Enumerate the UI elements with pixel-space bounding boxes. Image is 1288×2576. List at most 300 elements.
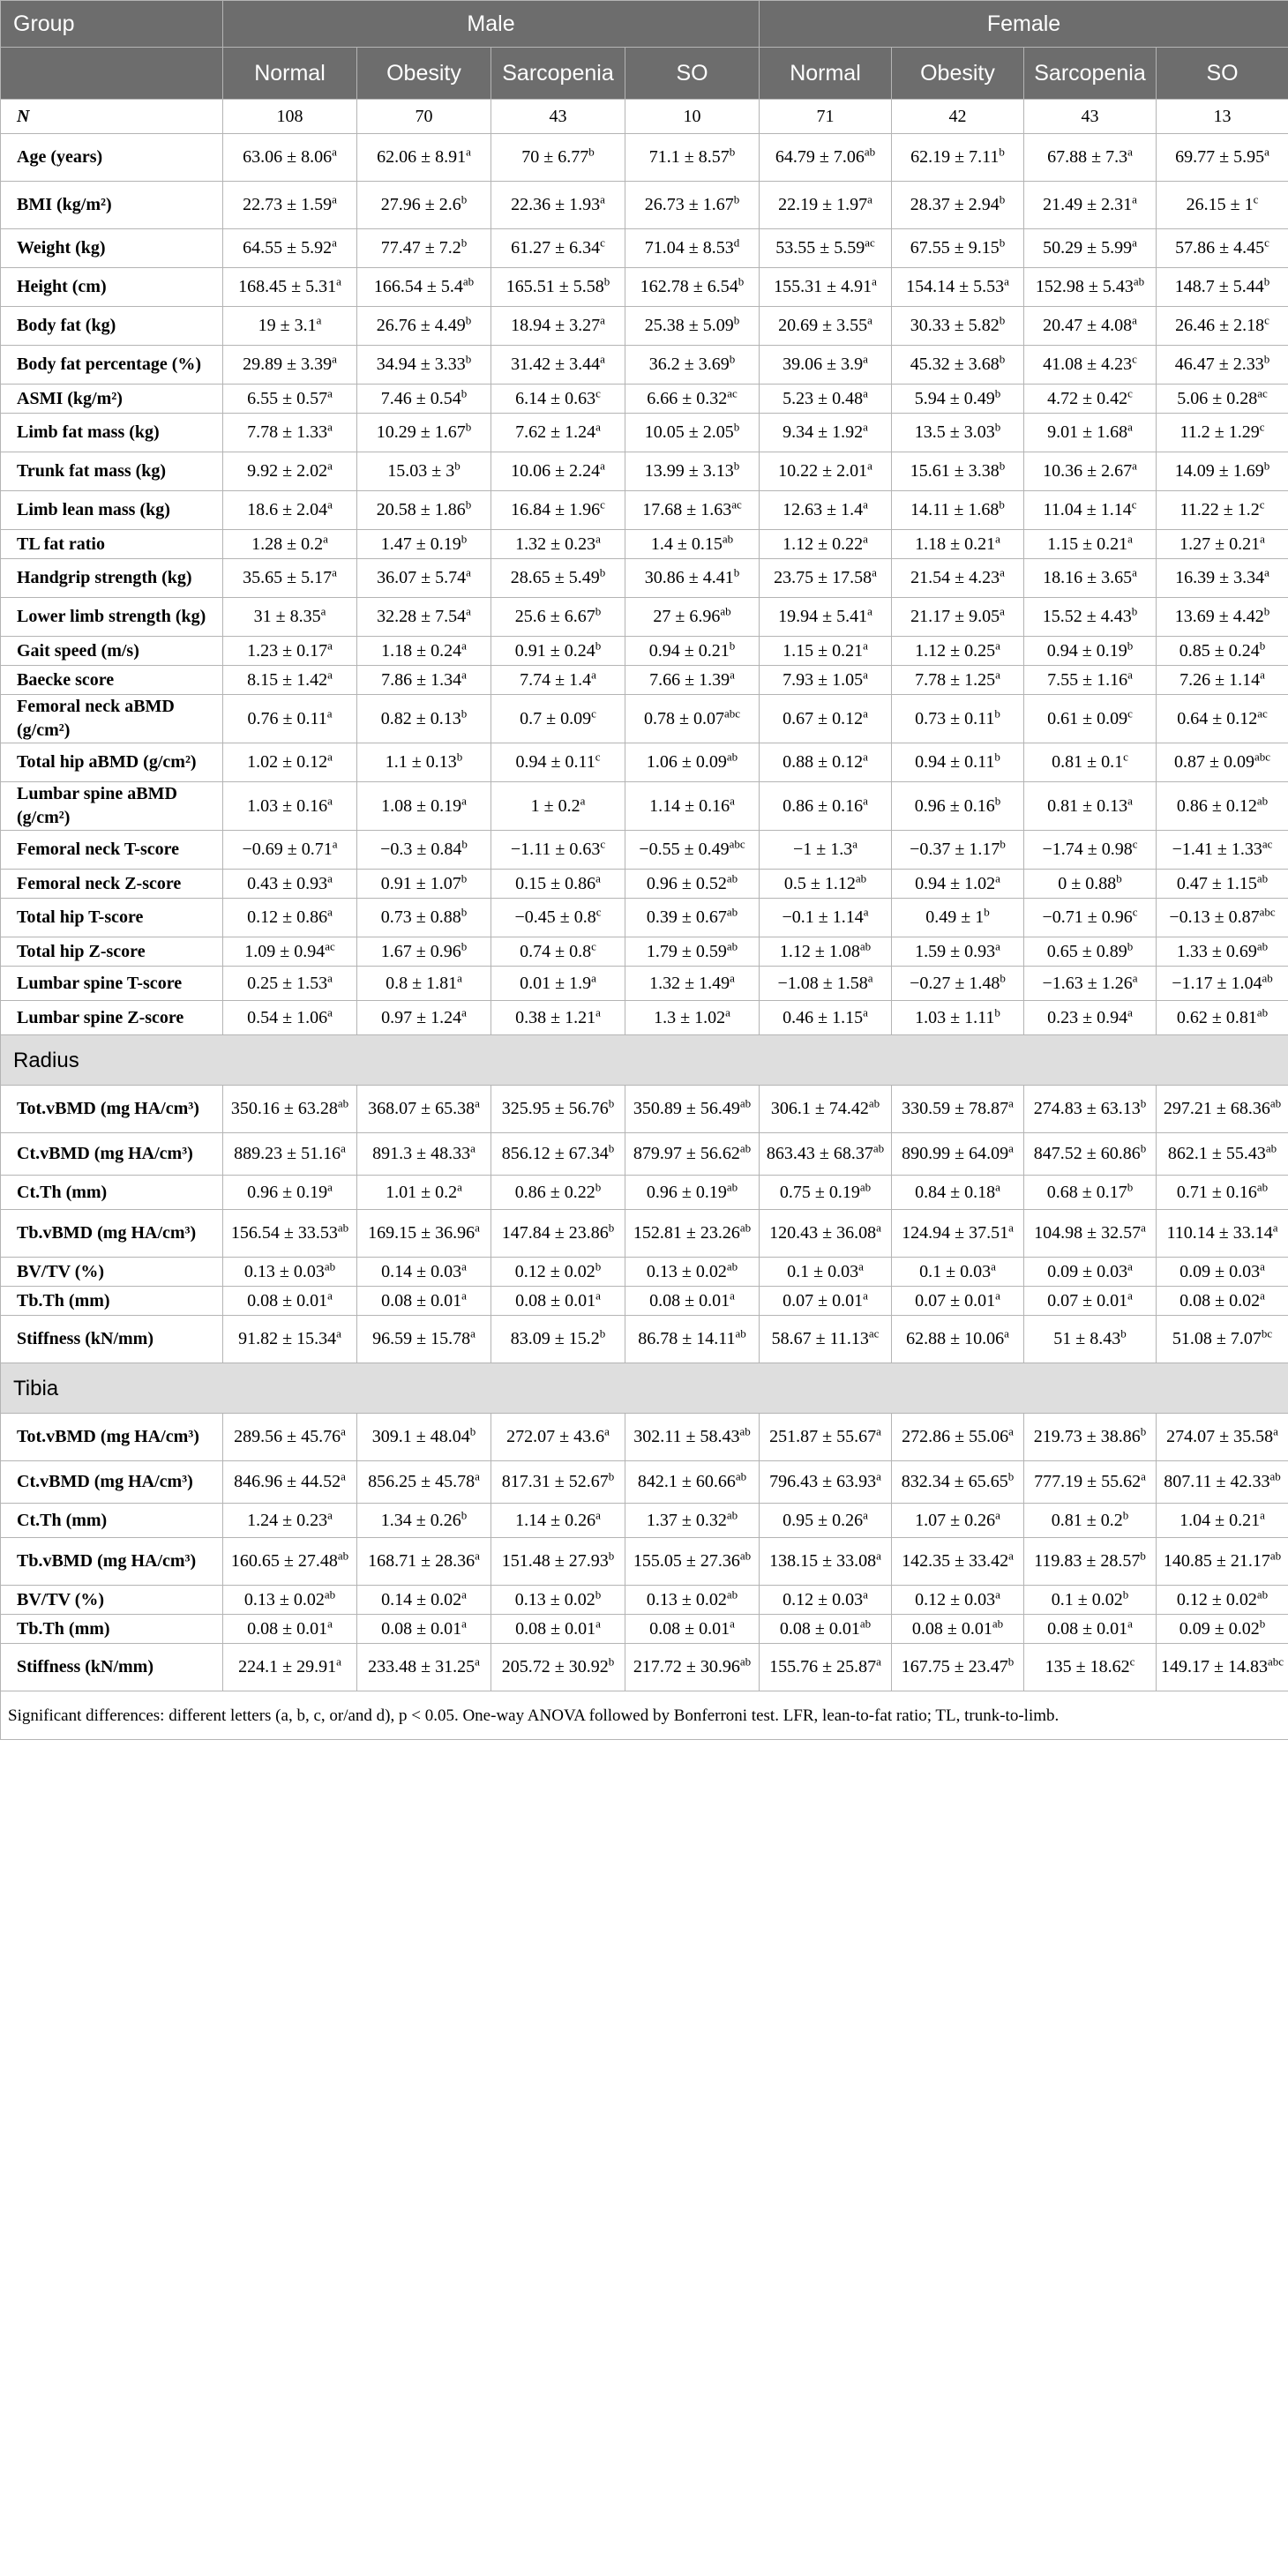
- cell-value: 1.67 ± 0.96: [380, 941, 461, 961]
- significance-letter: b: [1259, 638, 1266, 652]
- cell-value: 0.86 ± 0.12: [1176, 795, 1257, 816]
- table-cell: [1157, 1133, 1288, 1176]
- cell-value: 28.65 ± 5.49: [510, 568, 600, 587]
- table-row: [1, 695, 1288, 743]
- cell-value: 168.45 ± 5.31: [238, 277, 337, 296]
- cell-value: 0.95 ± 0.26: [783, 1510, 864, 1530]
- table-cell: [760, 1504, 892, 1538]
- cell-value: 777.19 ± 55.62: [1034, 1472, 1142, 1491]
- table-cell: [760, 530, 892, 559]
- table-cell: [625, 1287, 760, 1316]
- table-cell: [1157, 229, 1288, 268]
- cell-value: 0.94 ± 1.02: [915, 873, 996, 893]
- significance-letter: a: [466, 565, 471, 579]
- cell-value: 0.1 ± 0.03: [919, 1261, 992, 1281]
- significance-letter: b: [461, 837, 468, 851]
- significance-letter: a: [863, 667, 868, 681]
- table-row: [1, 1316, 1288, 1363]
- significance-letter: a: [1273, 1424, 1278, 1438]
- table-cell: [892, 1644, 1024, 1691]
- significance-letter: ab: [726, 1587, 738, 1601]
- table-cell: [357, 268, 491, 307]
- significance-letter: ab: [1256, 793, 1269, 807]
- table-cell: [892, 967, 1024, 1001]
- significance-letter: a: [1132, 565, 1137, 579]
- significance-letter: a: [327, 1288, 333, 1302]
- cell-value: 10.22 ± 2.01: [778, 461, 868, 481]
- cell-value: 1.32 ± 0.23: [515, 534, 596, 554]
- cell-value: 19 ± 3.1: [258, 316, 317, 335]
- row-label: Height (cm): [1, 268, 223, 307]
- significance-letter: b: [1131, 604, 1138, 618]
- female-header: Female: [760, 1, 1288, 48]
- significance-letter: ac: [727, 385, 738, 399]
- significance-letter: a: [863, 420, 868, 434]
- significance-letter: a: [327, 1507, 333, 1521]
- table-cell: [760, 1001, 892, 1035]
- table-cell: [491, 414, 625, 452]
- table-cell: [1157, 899, 1288, 937]
- cell-value: 156.54 ± 33.53: [230, 1223, 338, 1243]
- table-cell: [1024, 1538, 1157, 1586]
- table-cell: [223, 385, 357, 414]
- cell-value: 10.05 ± 2.05: [644, 422, 734, 442]
- cell-value: 155.76 ± 25.87: [769, 1657, 877, 1676]
- table-row: [1, 1176, 1288, 1210]
- cell-value: 224.1 ± 29.91: [238, 1657, 337, 1676]
- table-cell: [760, 1414, 892, 1461]
- cell-value: 62.88 ± 10.06: [906, 1329, 1005, 1348]
- cell-value: 154.14 ± 5.53: [906, 277, 1005, 296]
- significance-letter: a: [1264, 565, 1269, 579]
- cell-value: 27 ± 6.96: [653, 607, 721, 626]
- significance-letter: b: [1127, 638, 1134, 652]
- cell-value: 142.35 ± 33.42: [902, 1551, 1009, 1571]
- cell-value: 0.82 ± 0.13: [380, 708, 461, 728]
- significance-letter: b: [608, 1469, 615, 1483]
- table-footer: [1, 1691, 1288, 1740]
- cell-value: 29.89 ± 3.39: [243, 355, 333, 374]
- table-cell: [1157, 1176, 1288, 1210]
- significance-letter: b: [994, 1004, 1000, 1019]
- table-cell: [491, 1001, 625, 1035]
- significance-letter: ac: [865, 235, 875, 250]
- significance-letter: b: [595, 1587, 602, 1601]
- cell-value: 0.08 ± 0.01: [649, 1618, 730, 1639]
- significance-letter: b: [461, 706, 468, 720]
- significance-letter: ab: [859, 938, 872, 952]
- table-cell: [1157, 870, 1288, 899]
- significance-letter: b: [733, 420, 740, 434]
- table-cell: [491, 1586, 625, 1615]
- cell-value: 148.7 ± 5.44: [1174, 277, 1264, 296]
- table-row: [1, 1210, 1288, 1258]
- cell-value: −1 ± 1.3: [792, 840, 853, 859]
- table-cell: [223, 1001, 357, 1035]
- significance-letter: a: [1127, 1616, 1133, 1630]
- cell-value: 856.25 ± 45.78: [368, 1472, 476, 1491]
- table-cell: [223, 346, 357, 385]
- significance-letter: ab: [735, 1326, 746, 1340]
- table-cell: [491, 937, 625, 967]
- table-cell: [760, 559, 892, 598]
- cell-value: 155.31 ± 4.91: [774, 277, 872, 296]
- cell-value: 1.34 ± 0.26: [380, 1510, 461, 1530]
- significance-letter: a: [600, 313, 605, 327]
- cell-value: 63.06 ± 8.06: [243, 147, 333, 167]
- table-cell: [223, 1210, 357, 1258]
- table-cell: [357, 559, 491, 598]
- table-cell: [357, 1461, 491, 1504]
- cell-value: 0.94 ± 0.11: [515, 752, 595, 772]
- table-row: [1, 870, 1288, 899]
- significance-letter: b: [729, 638, 736, 652]
- significance-letter: b: [733, 192, 740, 206]
- table-cell: [625, 1001, 760, 1035]
- table-cell: [357, 182, 491, 229]
- table-cell: [1024, 1086, 1157, 1133]
- cell-value: 31 ± 8.35: [253, 607, 321, 626]
- table-cell: [223, 491, 357, 530]
- significance-letter: c: [1132, 905, 1138, 919]
- cell-value: 889.23 ± 51.16: [234, 1144, 341, 1163]
- table-cell: [1024, 1316, 1157, 1363]
- cell-value: 71: [816, 106, 835, 126]
- table-row: [1, 1133, 1288, 1176]
- table-cell: [1024, 1414, 1157, 1461]
- significance-letter: a: [461, 1258, 467, 1273]
- table-cell: [357, 1414, 491, 1461]
- table-cell: [760, 452, 892, 491]
- cell-value: 807.11 ± 42.33: [1164, 1472, 1270, 1491]
- significance-letter: c: [1253, 192, 1259, 206]
- table-cell: [625, 100, 760, 134]
- cell-value: 0.09 ± 0.03: [1179, 1261, 1261, 1281]
- table-cell: [1157, 100, 1288, 134]
- table-cell: [1024, 937, 1157, 967]
- cell-value: 13.99 ± 3.13: [644, 461, 734, 481]
- cell-value: 110.14 ± 33.14: [1166, 1223, 1273, 1243]
- cell-value: 51 ± 8.43: [1053, 1329, 1121, 1348]
- cell-value: 45.32 ± 3.68: [910, 355, 1000, 374]
- table-cell: [760, 1316, 892, 1363]
- row-label: Stiffness (kN/mm): [1, 1644, 223, 1691]
- table-cell: [491, 1461, 625, 1504]
- table-cell: [625, 666, 760, 695]
- table-cell: [1157, 1287, 1288, 1316]
- cell-value: 842.1 ± 60.66: [637, 1472, 736, 1491]
- significance-letter: ab: [722, 531, 734, 545]
- table-cell: [223, 452, 357, 491]
- significance-letter: a: [327, 905, 333, 919]
- cell-value: 1.12 ± 0.22: [783, 534, 864, 554]
- table-cell: [491, 559, 625, 598]
- col-male-sarcopenia: Sarcopenia: [491, 48, 625, 100]
- significance-letter: a: [991, 1258, 996, 1273]
- table-row: [1, 743, 1288, 782]
- cell-value: 7.78 ± 1.33: [247, 422, 328, 442]
- cell-value: 0.68 ± 0.17: [1046, 1182, 1127, 1202]
- cell-value: 272.07 ± 43.6: [506, 1427, 605, 1446]
- significance-letter: a: [475, 1469, 480, 1483]
- cell-value: 36.07 ± 5.74: [377, 568, 467, 587]
- table-cell: [357, 870, 491, 899]
- cell-value: 0.39 ± 0.67: [646, 907, 727, 927]
- col-male-obesity: Obesity: [357, 48, 491, 100]
- cell-value: 5.23 ± 0.48: [783, 388, 864, 408]
- section-header: [1, 1363, 1288, 1414]
- table-cell: [1157, 1001, 1288, 1035]
- significance-letter: a: [867, 459, 872, 473]
- table-cell: [625, 268, 760, 307]
- table-cell: [1157, 1210, 1288, 1258]
- table-cell: [760, 385, 892, 414]
- table-cell: [1024, 268, 1157, 307]
- cell-value: 166.54 ± 5.4: [373, 277, 463, 296]
- significance-letter: a: [872, 565, 877, 579]
- significance-letter: b: [733, 459, 740, 473]
- table-cell: [760, 870, 892, 899]
- table-cell: [625, 1086, 760, 1133]
- table-cell: [1024, 1615, 1157, 1644]
- table-cell: [357, 1316, 491, 1363]
- cell-value: 1.37 ± 0.32: [646, 1510, 727, 1530]
- table-row: [1, 598, 1288, 637]
- significance-letter: a: [591, 970, 596, 984]
- table-cell: [625, 414, 760, 452]
- table-cell: [491, 491, 625, 530]
- cell-value: 1.79 ± 0.59: [646, 941, 727, 961]
- significance-letter: a: [326, 706, 333, 720]
- significance-letter: a: [461, 667, 467, 681]
- table-cell: [357, 1258, 491, 1287]
- table-cell: [760, 937, 892, 967]
- significance-letter: b: [999, 497, 1005, 511]
- significance-letter: a: [332, 192, 337, 206]
- cell-value: 0.94 ± 0.19: [1046, 640, 1127, 661]
- significance-letter: a: [600, 192, 605, 206]
- table-cell: [892, 695, 1024, 743]
- significance-letter: ab: [726, 938, 738, 952]
- table-cell: [892, 229, 1024, 268]
- table-row: [1, 1538, 1288, 1586]
- table-cell: [892, 1176, 1024, 1210]
- table-cell: [223, 695, 357, 743]
- table-cell: [357, 831, 491, 870]
- significance-letter: b: [1000, 837, 1006, 851]
- significance-letter: b: [608, 1096, 615, 1110]
- table-cell: [491, 385, 625, 414]
- significance-letter: a: [327, 1616, 333, 1630]
- significance-letter: b: [733, 565, 740, 579]
- significance-letter: a: [995, 667, 1000, 681]
- table-cell: [357, 346, 491, 385]
- significance-letter: ab: [337, 1221, 349, 1235]
- table-cell: [491, 100, 625, 134]
- table-cell: [892, 1133, 1024, 1176]
- table-cell: [1024, 1210, 1157, 1258]
- table-row: [1, 1258, 1288, 1287]
- table-cell: [760, 100, 892, 134]
- table-cell: [625, 870, 760, 899]
- table-row: [1, 307, 1288, 346]
- significance-letter: a: [327, 420, 333, 434]
- cell-value: 0.74 ± 0.8: [520, 941, 592, 961]
- table-cell: [491, 743, 625, 782]
- cell-value: 162.78 ± 6.54: [640, 277, 738, 296]
- table-cell: [760, 1210, 892, 1258]
- table-cell: [892, 937, 1024, 967]
- cell-value: 1.14 ± 0.26: [515, 1510, 596, 1530]
- cell-value: 1.27 ± 0.21: [1179, 534, 1261, 554]
- cell-value: 0.96 ± 0.19: [247, 1182, 328, 1202]
- cell-value: 0.12 ± 0.86: [247, 907, 328, 927]
- cell-value: 0.62 ± 0.81: [1176, 1007, 1257, 1027]
- table-cell: [1157, 1615, 1288, 1644]
- cell-value: 1.33 ± 0.69: [1176, 941, 1257, 961]
- significance-letter: a: [461, 1004, 467, 1019]
- significance-letter: c: [1123, 750, 1128, 764]
- table-row: [1, 134, 1288, 182]
- cell-value: 0.96 ± 0.16: [914, 795, 995, 816]
- table-cell: [223, 782, 357, 831]
- row-label: Gait speed (m/s): [1, 637, 223, 666]
- table-cell: [491, 782, 625, 831]
- table-cell: [892, 182, 1024, 229]
- cell-value: 0.12 ± 0.02: [1176, 1589, 1257, 1609]
- significance-letter: a: [1000, 604, 1005, 618]
- significance-letter: a: [475, 1549, 480, 1563]
- table-row: [1, 414, 1288, 452]
- header-spacer: [1, 48, 223, 100]
- cell-value: 51.08 ± 7.07: [1172, 1329, 1262, 1348]
- table-cell: [1157, 937, 1288, 967]
- cell-value: 31.42 ± 3.44: [511, 355, 601, 374]
- significance-letter: b: [1263, 459, 1270, 473]
- significance-letter: a: [320, 604, 326, 618]
- significance-letter: b: [595, 1179, 602, 1193]
- row-label: BMI (kg/m²): [1, 182, 223, 229]
- significance-letter: a: [1132, 970, 1138, 984]
- table-cell: [357, 1001, 491, 1035]
- table-cell: [223, 530, 357, 559]
- significance-letter: ac: [731, 497, 742, 511]
- table-cell: [223, 937, 357, 967]
- row-label: Weight (kg): [1, 229, 223, 268]
- table-cell: [892, 831, 1024, 870]
- table-cell: [1157, 831, 1288, 870]
- table-row: [1, 530, 1288, 559]
- cell-value: 42: [948, 106, 967, 126]
- significance-letter: b: [588, 145, 595, 159]
- significance-letter: b: [733, 313, 740, 327]
- cell-value: 10.29 ± 1.67: [376, 422, 466, 442]
- cell-value: 7.86 ± 1.34: [381, 669, 462, 690]
- table-cell: [357, 937, 491, 967]
- cell-value: 15.03 ± 3: [387, 461, 455, 481]
- cell-value: 0.08 ± 0.01: [247, 1618, 328, 1639]
- significance-letter: a: [730, 1616, 735, 1630]
- table-row: [1, 559, 1288, 598]
- significance-letter: a: [863, 531, 868, 545]
- significance-letter: a: [863, 352, 868, 366]
- table-cell: [892, 1414, 1024, 1461]
- table-cell: [491, 1133, 625, 1176]
- cell-value: 7.93 ± 1.05: [783, 669, 864, 690]
- significance-letter: b: [999, 235, 1006, 250]
- row-label: N: [1, 100, 223, 134]
- cell-value: −1.41 ± 1.33: [1172, 840, 1262, 859]
- table-cell: [625, 1586, 760, 1615]
- significance-letter: ab: [735, 1469, 747, 1483]
- significance-letter: b: [1007, 1654, 1015, 1669]
- cell-value: 46.47 ± 2.33: [1174, 355, 1264, 374]
- table-cell: [357, 743, 491, 782]
- cell-value: 18.16 ± 3.65: [1043, 568, 1133, 587]
- cell-value: 274.07 ± 35.58: [1166, 1427, 1274, 1446]
- significance-letter: b: [465, 352, 472, 366]
- significance-letter: a: [327, 1179, 333, 1193]
- cell-value: 7.78 ± 1.25: [915, 669, 996, 690]
- cell-value: 9.92 ± 2.02: [247, 461, 328, 481]
- row-label: Handgrip strength (kg): [1, 559, 223, 598]
- significance-letter: a: [595, 420, 601, 434]
- significance-letter: a: [1260, 667, 1265, 681]
- significance-letter: a: [1132, 313, 1137, 327]
- table-cell: [491, 1414, 625, 1461]
- significance-letter: a: [466, 604, 471, 618]
- cell-value: 67.88 ± 7.3: [1047, 147, 1128, 167]
- significance-letter: c: [600, 837, 606, 851]
- significance-letter: ab: [1269, 1096, 1282, 1110]
- table-cell: [1024, 1586, 1157, 1615]
- significance-letter: a: [876, 1424, 881, 1438]
- cell-value: 0.1 ± 0.02: [1051, 1589, 1123, 1609]
- significance-letter: ab: [1262, 970, 1273, 984]
- cell-value: 0.15 ± 0.86: [515, 873, 596, 893]
- table-cell: [760, 967, 892, 1001]
- significance-letter: a: [327, 497, 333, 511]
- cell-value: 862.1 ± 55.43: [1167, 1144, 1266, 1163]
- cell-value: 0.64 ± 0.12: [1177, 708, 1258, 728]
- cell-value: 13.69 ± 4.42: [1174, 607, 1264, 626]
- cell-value: 26.46 ± 2.18: [1175, 316, 1265, 335]
- cell-value: 9.01 ± 1.68: [1047, 422, 1128, 442]
- table-cell: [760, 1461, 892, 1504]
- table-cell: [760, 743, 892, 782]
- table-cell: [1024, 666, 1157, 695]
- table-cell: [1024, 491, 1157, 530]
- cell-value: 863.43 ± 68.37: [766, 1144, 873, 1163]
- significance-letter: a: [327, 459, 333, 473]
- table-cell: [625, 452, 760, 491]
- cell-value: 879.97 ± 56.62: [633, 1144, 740, 1163]
- cell-value: 856.12 ± 67.34: [501, 1144, 609, 1163]
- significance-letter: c: [591, 938, 596, 952]
- table-cell: [223, 182, 357, 229]
- table-cell: [357, 598, 491, 637]
- significance-letter: a: [730, 1288, 735, 1302]
- cell-value: 0.08 ± 0.01: [515, 1290, 596, 1310]
- table-cell: [357, 452, 491, 491]
- significance-letter: a: [730, 667, 735, 681]
- cell-value: 57.86 ± 4.45: [1175, 238, 1265, 258]
- cell-value: −1.74 ± 0.98: [1042, 840, 1133, 859]
- row-label: TL fat ratio: [1, 530, 223, 559]
- significance-letter: ab: [739, 1549, 752, 1563]
- table-cell: [1157, 1461, 1288, 1504]
- significance-letter: a: [863, 497, 868, 511]
